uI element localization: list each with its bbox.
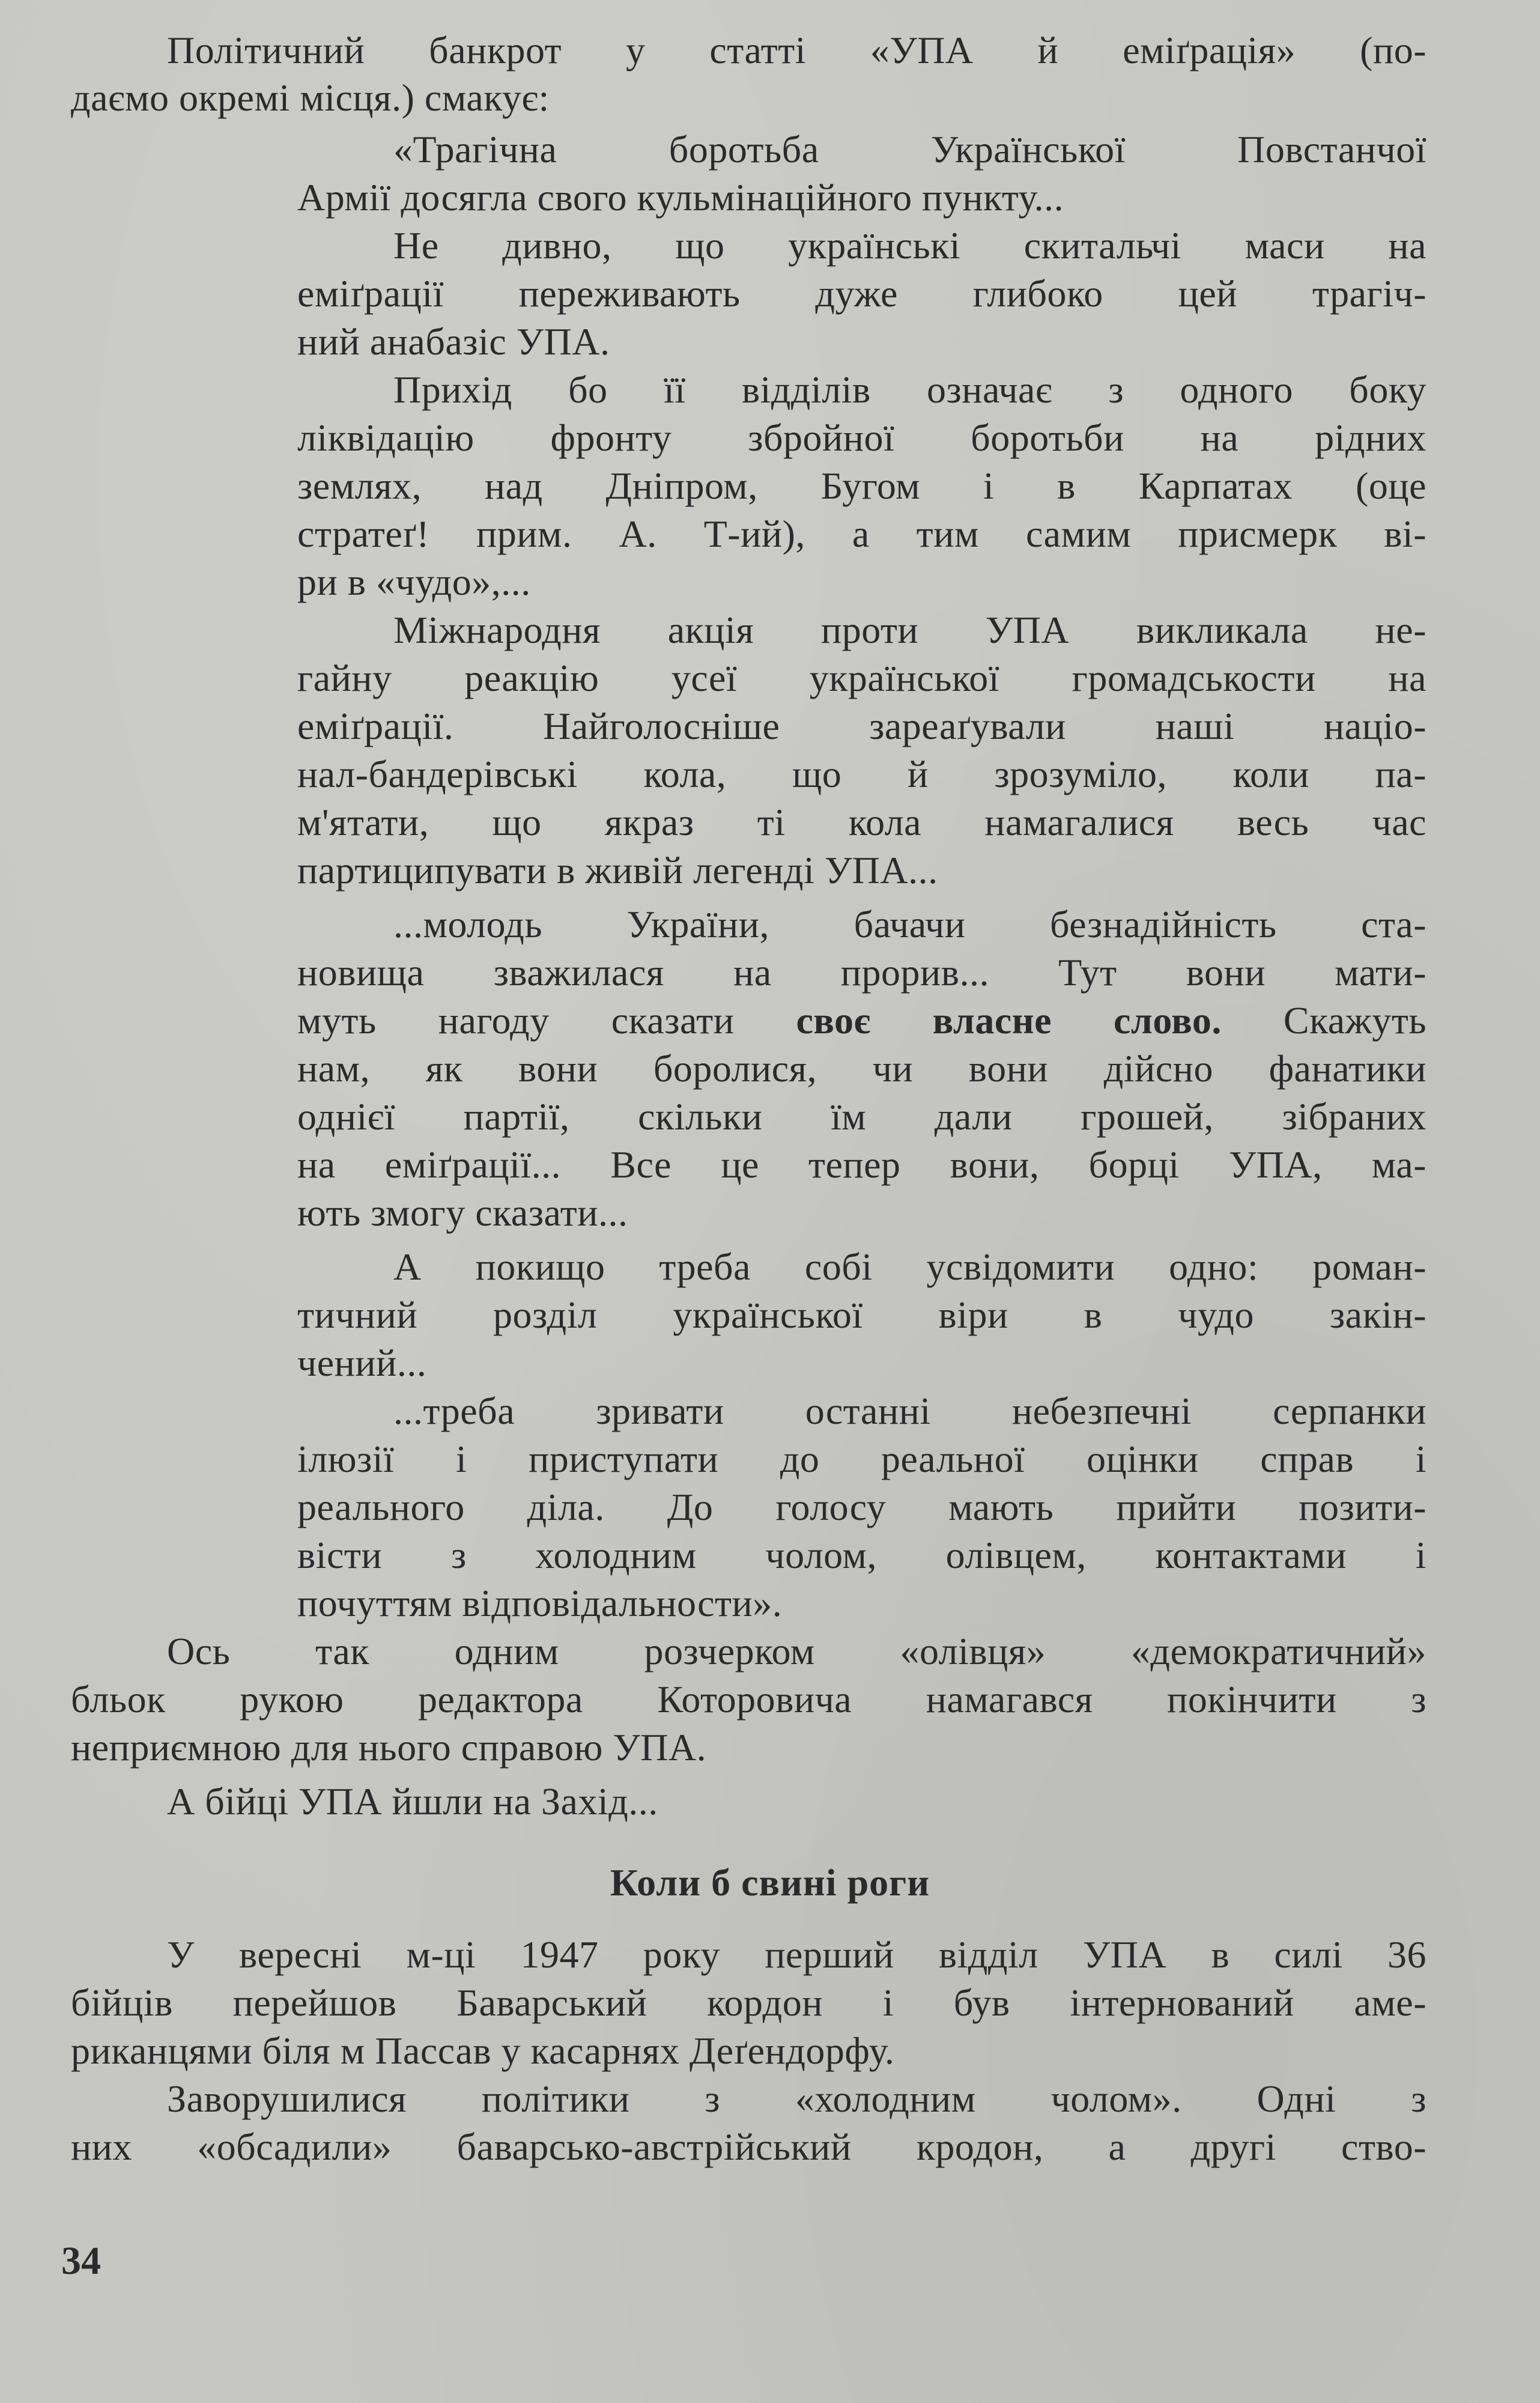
body-line: Заворушилися політики з «холодним чолом». Одні з (167, 2077, 1426, 2120)
intro-line-2: даємо окремі місця.) смакує: (71, 76, 550, 119)
quote-line: стратеґ! прим. А. Т-ий), а тим самим присмерк ві- (297, 512, 1426, 555)
quote-line: ний анабазіс УПА. (297, 320, 610, 363)
quote-line: м'ятати, що якраз ті кола намагалися весь час (297, 801, 1426, 843)
quote-line-emphasis (297, 997, 1426, 1044)
body-line: них «обсадили» баварсько-австрійський кродон, а другі ство- (71, 2125, 1426, 2168)
quote-line: еміґрації. Найголосніше зареаґували наші націо- (297, 705, 1426, 747)
quote-line: ють змогу сказати... (297, 1191, 628, 1234)
emphasis-text: своє власне слово. (796, 999, 1222, 1042)
body-line: риканцями біля м Пассав у касарнях Деґендорфу. (71, 2029, 895, 2072)
page-number: 34 (61, 2239, 101, 2283)
body-line: неприємною для нього справою УПА. (71, 1726, 707, 1769)
quote-text: муть нагоду сказати (297, 999, 796, 1042)
quote-line: Армії досягла свого кульмінаційного пункту... (297, 176, 1064, 219)
section-heading: Коли б свині роги (610, 1861, 930, 1904)
quote-line: еміґрації переживають дуже глибоко цей трагіч- (297, 272, 1426, 315)
body-line: У вересні м-ці 1947 року перший відділ УПА в силі 36 (167, 1933, 1426, 1976)
quote-line: Не дивно, що українські скитальчі маси на (393, 224, 1426, 267)
quote-line: землях, над Дніпром, Бугом і в Карпатах (оце (297, 464, 1426, 507)
quote-line: ...молодь України, бачачи безнадійність ста- (393, 903, 1426, 946)
body-line: бійців перейшов Баварський кордон і був інтернований аме- (71, 1981, 1426, 2024)
quote-line: Міжнародня акція проти УПА викликала не- (393, 609, 1426, 651)
quote-line: ри в «чудо»,... (297, 560, 531, 603)
quote-line: нал-бандерівські кола, що й зрозуміло, коли па- (297, 753, 1426, 795)
quote-line: реального діла. До голосу мають прийти позити- (297, 1486, 1426, 1528)
quote-line: на еміґрації... Все це тепер вони, борці УПА, ма- (297, 1143, 1426, 1186)
quote-line: новища зважилася на прорив... Тут вони мати- (297, 951, 1426, 994)
body-line: бльок рукою редактора Которовича намагався покінчити з (71, 1678, 1426, 1721)
quote-line: Прихід бо її відділів означає з одного боку (393, 368, 1426, 411)
quote-line: «Трагічна боротьба Української Повстанчої (393, 128, 1426, 171)
quote-line: гайну реакцію усеї української громадськости на (297, 657, 1426, 699)
quote-line: ліквідацію фронту збройної боротьби на рідних (297, 416, 1426, 459)
quote-line: однієї партії, скільки їм дали грошей, зібраних (297, 1095, 1426, 1138)
quote-line: чений... (297, 1341, 427, 1384)
quote-line: тичний розділ української віри в чудо закін- (297, 1293, 1426, 1336)
quote-text: Скажуть (1221, 999, 1426, 1042)
quote-line: партиципувати в живій легенді УПА... (297, 849, 938, 892)
quote-line: ілюзії і приступати до реальної оцінки справ і (297, 1438, 1426, 1480)
intro-line-1: Політичний банкрот у статті «УПА й еміґрація» (по- (167, 29, 1426, 71)
quote-line: ...треба зривати останні небезпечні серпанки (393, 1390, 1426, 1432)
body-line: Ось так одним розчерком «олівця» «демократичний» (167, 1630, 1426, 1672)
quote-line: вісти з холодним чолом, олівцем, контактами і (297, 1534, 1426, 1576)
quote-line: А покищо треба собі усвідомити одно: роман- (393, 1245, 1426, 1288)
quote-line: почуттям відповідальности». (297, 1582, 783, 1624)
body-line: А бійці УПА йшли на Захід... (167, 1780, 658, 1823)
quote-line: нам, як вони боролися, чи вони дійсно фанатики (297, 1047, 1426, 1090)
